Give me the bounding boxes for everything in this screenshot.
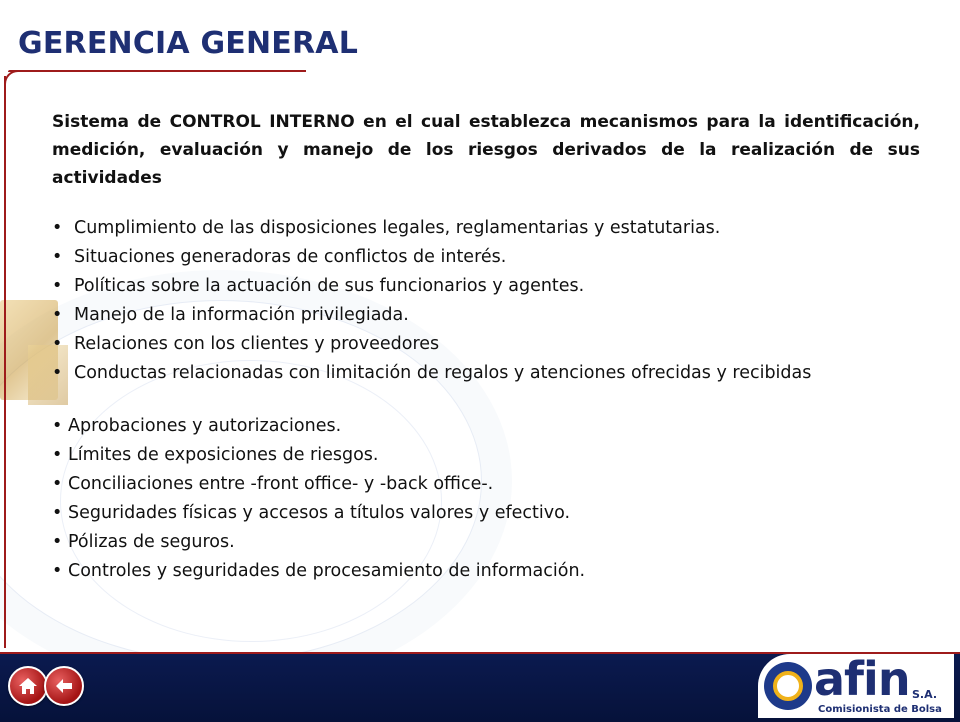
list-item-text: Cumplimiento de las disposiciones legales, reglamentarias y estatutarias. [74, 218, 721, 238]
bullet-icon: • [52, 532, 63, 552]
home-icon [16, 674, 40, 698]
bullet-icon: • [52, 218, 63, 238]
bullet-icon: • [52, 561, 63, 581]
bullet-icon: • [52, 503, 63, 523]
bullet-icon: • [52, 334, 63, 354]
control-procedures-list [52, 412, 920, 586]
list-item [52, 528, 920, 557]
list-item-text: Situaciones generadoras de conflictos de interés. [74, 247, 507, 267]
bullet-icon: • [52, 305, 63, 325]
list-item [52, 441, 920, 470]
back-button[interactable] [44, 666, 84, 706]
list-item-text: Pólizas de seguros. [68, 532, 235, 552]
list-item-text: Manejo de la información privilegiada. [74, 305, 409, 325]
list-item [52, 330, 920, 359]
control-areas-list [52, 214, 920, 388]
frame-left-line [4, 76, 6, 648]
home-button[interactable] [8, 666, 48, 706]
list-item [52, 301, 920, 330]
list-item-text: Políticas sobre la actuación de sus funcionarios y agentes. [74, 276, 585, 296]
bullet-icon: • [52, 276, 63, 296]
bullet-icon: • [52, 416, 63, 436]
list-item-text: Seguridades físicas y accesos a títulos valores y efectivo. [68, 503, 571, 523]
list-item-text: Aprobaciones y autorizaciones. [68, 416, 342, 436]
bullet-icon: • [52, 363, 63, 383]
list-item [52, 499, 920, 528]
list-item-text: Relaciones con los clientes y proveedores [74, 334, 440, 354]
bullet-icon: • [52, 247, 63, 267]
list-item [52, 412, 920, 441]
intro-paragraph: Sistema de CONTROL INTERNO en el cual establezca mecanismos para la identificación, medición, evaluación y manejo de los riesgos derivados de la realización de sus actividades [52, 112, 920, 188]
back-arrow-icon [52, 674, 76, 698]
list-item [52, 214, 920, 243]
list-item [52, 470, 920, 499]
list-item-text: Conductas relacionadas con limitación de regalos y atenciones ofrecidas y recibidas [74, 363, 812, 383]
logo-emblem [764, 662, 812, 710]
slide-content [52, 108, 920, 586]
list-item [52, 243, 920, 272]
list-item [52, 272, 920, 301]
list-item-text: Conciliaciones entre -front office- y -back office-. [68, 474, 494, 494]
frame-top-line [8, 70, 306, 72]
bullet-icon: • [52, 445, 63, 465]
list-item [52, 557, 920, 586]
logo-suffix: S.A. [912, 688, 937, 701]
frame-corner [4, 70, 22, 88]
slide-title: GERENCIA GENERAL [18, 26, 359, 61]
list-item-text: Límites de exposiciones de riesgos. [68, 445, 379, 465]
list-item [52, 359, 920, 388]
list-item-text: Controles y seguridades de procesamiento de información. [68, 561, 586, 581]
logo-text: afin [814, 652, 910, 706]
logo-subtitle: Comisionista de Bolsa [818, 704, 942, 715]
bullet-icon: • [52, 474, 63, 494]
